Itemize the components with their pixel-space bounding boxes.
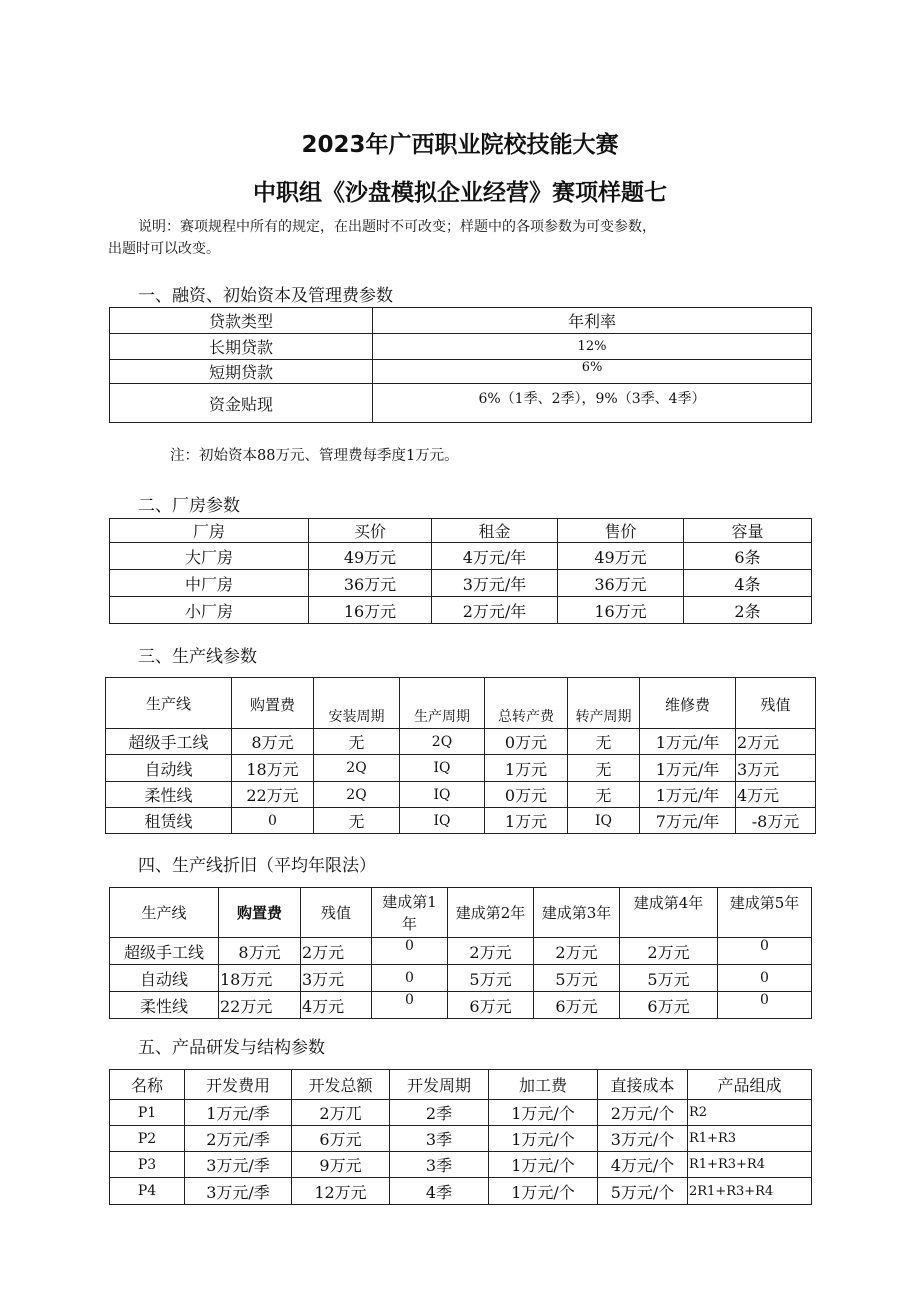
- table-cell: 自动线: [106, 755, 232, 782]
- table-cell: 2万元: [534, 938, 620, 965]
- header-cell: 安装周期: [314, 678, 400, 729]
- table-cell: 1万元/季: [185, 1100, 292, 1126]
- title-line-2: 中职组《沙盘模拟企业经营》赛项样题七: [253, 180, 667, 206]
- table-cell: 1万元/个: [489, 1178, 598, 1205]
- table-cell: 4季: [390, 1178, 489, 1205]
- instruction-note-line-1: 说明：赛项规程中所有的规定，在出题时不可改变；样题中的各项参数为可变参数，: [138, 219, 656, 235]
- table-cell: R1+R3: [688, 1126, 812, 1152]
- table-cell: 6万元: [448, 992, 534, 1019]
- table-cell: 5万元: [448, 965, 534, 992]
- header-cell: 年利率: [373, 308, 812, 334]
- table-cell: 无: [568, 782, 640, 808]
- table-cell: 16万元: [558, 597, 684, 624]
- table-row: [106, 729, 816, 755]
- table-cell: IQ: [400, 782, 485, 808]
- header-cell: 开发总额: [292, 1070, 390, 1100]
- table-cell: 4万元: [301, 992, 372, 1019]
- table-cell: 0: [718, 965, 812, 992]
- header-cell: 贷款类型: [110, 308, 373, 334]
- table-row: [110, 938, 812, 965]
- table-cell: 资金贴现: [110, 384, 373, 423]
- table-cell: 2万元: [620, 938, 718, 965]
- table-row: [106, 782, 816, 808]
- table-row: [110, 360, 812, 384]
- table-cell: 2万元/个: [598, 1100, 688, 1126]
- table-cell: 3万元: [301, 965, 372, 992]
- table-cell: 无: [568, 729, 640, 755]
- header-cell: 维修费: [640, 678, 736, 729]
- table-cell: 1万元/年: [640, 729, 736, 755]
- section-5-heading: 五、产品研发与结构参数: [138, 1038, 325, 1058]
- table-cell: 3万元/季: [185, 1178, 292, 1205]
- table-cell: 3万元/个: [598, 1126, 688, 1152]
- table-header-row: [110, 1070, 812, 1100]
- table-cell: P4: [110, 1178, 185, 1205]
- header-cell: 开发费用: [185, 1070, 292, 1100]
- header-cell: 生产线: [106, 678, 232, 729]
- table-cell: 1万元: [485, 808, 568, 834]
- table-cell: 柔性线: [110, 992, 219, 1019]
- table-cell: R2: [688, 1100, 812, 1126]
- table-cell: 36万元: [309, 570, 432, 597]
- title-line-1: 2023年广西职业院校技能大赛: [301, 132, 619, 158]
- table-row: [110, 1100, 812, 1126]
- table-row: [110, 1178, 812, 1205]
- table-cell: 6万元: [292, 1126, 390, 1152]
- table-cell: 6条: [684, 543, 812, 570]
- header-cell: 售价: [558, 519, 684, 543]
- table-cell: 2万元: [448, 938, 534, 965]
- table-cell: 2万兀: [292, 1100, 390, 1126]
- section-1-heading: 一、融资、初始资本及管理费参数: [138, 286, 393, 306]
- table-cell: 12万元: [292, 1178, 390, 1205]
- table-cell: 长期贷款: [110, 334, 373, 360]
- table-cell: 2Q: [314, 782, 400, 808]
- table-cell: 5万元: [620, 965, 718, 992]
- table-cell: 0: [232, 808, 314, 834]
- table-cell: 49万元: [309, 543, 432, 570]
- section-2-heading: 二、厂房参数: [138, 496, 240, 516]
- table-cell: 0万元: [485, 782, 568, 808]
- table-cell: 2R1+R3+R4: [688, 1178, 812, 1205]
- table-cell: 超级手工线: [106, 729, 232, 755]
- table-cell: 柔性线: [106, 782, 232, 808]
- header-cell: 生产线: [110, 888, 219, 938]
- table-cell: 0: [718, 938, 812, 965]
- table-cell: 无: [568, 755, 640, 782]
- table-cell: R1+R3+R4: [688, 1152, 812, 1178]
- instruction-note: [108, 216, 818, 260]
- table-cell: P2: [110, 1126, 185, 1152]
- table-row: [110, 965, 812, 992]
- table-cell: 1万元/年: [640, 755, 736, 782]
- financing-table: [109, 307, 812, 423]
- table-cell: 0万元: [485, 729, 568, 755]
- table-cell: 0: [372, 992, 448, 1019]
- header-cell: 建成第5年: [718, 888, 812, 938]
- table-cell: 4万元/个: [598, 1152, 688, 1178]
- table-cell: 2万元: [301, 938, 372, 965]
- header-cell: 转产周期: [568, 678, 640, 729]
- table-cell: 18万元: [219, 965, 301, 992]
- table-cell: 大厂房: [110, 543, 309, 570]
- table-row: [106, 755, 816, 782]
- header-cell: 开发周期: [390, 1070, 489, 1100]
- capital-remark: 注：初始资本88万元、管理费每季度1万元。: [170, 448, 459, 464]
- header-cell: 建成第2年: [448, 888, 534, 938]
- table-cell: IQ: [400, 808, 485, 834]
- table-cell: 22万元: [219, 992, 301, 1019]
- table-cell: 超级手工线: [110, 938, 219, 965]
- table-cell: 6%（1季、2季），9%（3季、4季）: [373, 384, 812, 423]
- header-cell: 租金: [432, 519, 558, 543]
- table-cell: 49万元: [558, 543, 684, 570]
- header-cell: 建成第4年: [620, 888, 718, 938]
- header-cell: 建成第3年: [534, 888, 620, 938]
- table-cell: 9万元: [292, 1152, 390, 1178]
- table-cell: 12%: [373, 334, 812, 360]
- header-cell: 买价: [309, 519, 432, 543]
- table-cell: 2万元/季: [185, 1126, 292, 1152]
- table-cell: 0: [372, 938, 448, 965]
- table-cell: 6%: [373, 360, 812, 384]
- header-cell: 建成第1年: [372, 888, 448, 938]
- table-row: [110, 1126, 812, 1152]
- header-cell: 厂房: [110, 519, 309, 543]
- table-cell: IQ: [400, 755, 485, 782]
- table-row: [110, 570, 812, 597]
- table-cell: 2万元/年: [432, 597, 558, 624]
- header-cell: 总转产费: [485, 678, 568, 729]
- table-cell: 5万元/个: [598, 1178, 688, 1205]
- header-cell: 名称: [110, 1070, 185, 1100]
- table-cell: 4万元: [736, 782, 816, 808]
- table-cell: 8万元: [232, 729, 314, 755]
- header-cell: 残值: [301, 888, 372, 938]
- table-cell: 无: [314, 729, 400, 755]
- table-cell: 1万元/个: [489, 1152, 598, 1178]
- table-header-row: [110, 519, 812, 543]
- table-cell: 2万元: [736, 729, 816, 755]
- table-row: [110, 597, 812, 624]
- factory-table: [109, 518, 812, 624]
- header-cell: 残值: [736, 678, 816, 729]
- table-cell: 3万元/季: [185, 1152, 292, 1178]
- table-cell: 短期贷款: [110, 360, 373, 384]
- table-cell: 6万元: [620, 992, 718, 1019]
- table-cell: 4万元/年: [432, 543, 558, 570]
- table-cell: 中厂房: [110, 570, 309, 597]
- table-cell: 0: [372, 965, 448, 992]
- table-cell: 5万元: [534, 965, 620, 992]
- table-cell: 3季: [390, 1126, 489, 1152]
- section-3-heading: 三、生产线参数: [138, 647, 257, 667]
- table-cell: 22万元: [232, 782, 314, 808]
- table-cell: 4条: [684, 570, 812, 597]
- header-cell: 产品组成: [688, 1070, 812, 1100]
- table-cell: 16万元: [309, 597, 432, 624]
- section-4-heading: 四、生产线折旧（平均年限法）: [138, 856, 376, 876]
- table-cell: 2条: [684, 597, 812, 624]
- table-cell: 3万元/年: [432, 570, 558, 597]
- header-cell: 生产周期: [400, 678, 485, 729]
- header-cell: 直接成本: [598, 1070, 688, 1100]
- table-row: [110, 543, 812, 570]
- depreciation-table: [109, 887, 812, 1019]
- table-cell: 2季: [390, 1100, 489, 1126]
- table-cell: 1万元/年: [640, 782, 736, 808]
- table-header-row: [106, 678, 816, 729]
- table-cell: 小厂房: [110, 597, 309, 624]
- table-cell: 18万元: [232, 755, 314, 782]
- table-row: [110, 992, 812, 1019]
- table-cell: 2Q: [400, 729, 485, 755]
- table-cell: 自动线: [110, 965, 219, 992]
- table-cell: 租赁线: [106, 808, 232, 834]
- header-cell: 容量: [684, 519, 812, 543]
- table-cell: 1万元: [485, 755, 568, 782]
- table-cell: IQ: [568, 808, 640, 834]
- table-cell: 7万元/年: [640, 808, 736, 834]
- table-cell: 6万元: [534, 992, 620, 1019]
- table-cell: 0: [718, 992, 812, 1019]
- table-cell: -8万元: [736, 808, 816, 834]
- table-cell: 无: [314, 808, 400, 834]
- instruction-note-line-2: 出题时可以改变。: [108, 241, 220, 257]
- table-row: [106, 808, 816, 834]
- table-cell: 3万元: [736, 755, 816, 782]
- header-cell: 购置费: [219, 888, 301, 938]
- table-cell: P1: [110, 1100, 185, 1126]
- table-row: [110, 384, 812, 423]
- table-cell: 2Q: [314, 755, 400, 782]
- production-line-table: [105, 677, 816, 834]
- table-cell: 3季: [390, 1152, 489, 1178]
- header-cell: 加工费: [489, 1070, 598, 1100]
- table-cell: 1万元/个: [489, 1100, 598, 1126]
- table-cell: 1万元/个: [489, 1126, 598, 1152]
- header-cell: 购置费: [232, 678, 314, 729]
- product-rd-table: [109, 1069, 812, 1205]
- table-row: [110, 1152, 812, 1178]
- table-header-row: [110, 888, 812, 938]
- table-row: [110, 334, 812, 360]
- table-header-row: [110, 308, 812, 334]
- table-cell: 8万元: [219, 938, 301, 965]
- table-cell: P3: [110, 1152, 185, 1178]
- table-cell: 36万元: [558, 570, 684, 597]
